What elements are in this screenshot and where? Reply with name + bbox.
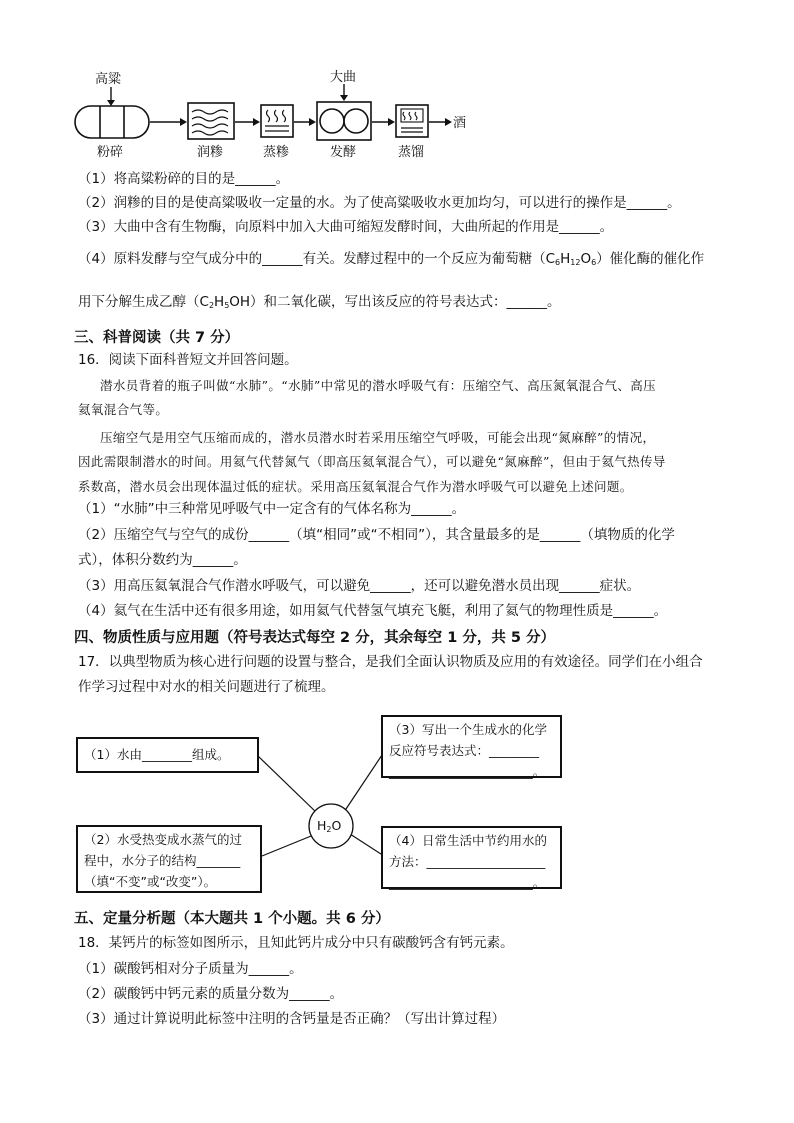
- output-label: 酒: [453, 116, 467, 131]
- step-label-crush: 粉碎: [97, 145, 124, 160]
- h2o-label: $H_2O$: [317, 818, 342, 834]
- step-label-soak: 润糁: [197, 145, 224, 160]
- mindmap-box-3: （3）写出一个生成水的化学 反应符号表达式：________ _______________________。: [381, 715, 562, 778]
- additive-label: 大曲: [330, 70, 357, 85]
- section4-heading: 四、物质性质与应用题（符号表达式每空 2 分，其余每空 1 分，共 5 分）: [74, 630, 556, 646]
- passage-p2-line1: 压缩空气是用空气压缩而成的，潜水员潜水时若采用压缩空气呼吸，可能会出现“氮麻醉”的情况，: [100, 430, 656, 445]
- q15-sub2: （2）润糁的目的是使高粱吸收一定量的水。为了使高粱吸收水更加均匀，可以进行的操作是______。: [78, 195, 681, 211]
- q18-sub3: （3）通过计算说明此标签中注明的含钙量是否正确？（写出计算过程）: [78, 1011, 506, 1027]
- q16-intro: 16．阅读下面科普短文并回答问题。: [78, 352, 298, 368]
- crusher-shape: [75, 106, 149, 138]
- q15-sub4-line2: 用下分解生成乙醇$(C_2H_5OH)$和二氧化碳，写出该反应的符号表达式：______。: [78, 294, 561, 310]
- step-label-ferment: 发酵: [330, 145, 357, 160]
- q15-sub3: （3）大曲中含有生物酶，向原料中加入大曲可缩短发酵时间，大曲所起的作用是______。: [78, 219, 614, 235]
- connector-line: [344, 752, 384, 812]
- section3-heading: 三、科普阅读（共 7 分）: [74, 330, 240, 346]
- mindmap-box-2: （2）水受热变成水蒸气的过 程中，水分子的结构_______ （填“不变”或“改变”）。: [76, 825, 262, 893]
- q15-sub4-line1: （4）原料发酵与空气成分中的______有关。发酵过程中的一个反应为葡萄糖$(C_6H_{12}O_6)$催化酶的催化作: [78, 251, 705, 267]
- passage-p1-line2: 氦氧混合气等。: [78, 402, 169, 417]
- q16-sub2-line1: （2）压缩空气与空气的成份______（填“相同”或“不相同”），其含量最多的是______（填物质的化学: [78, 527, 675, 543]
- section5-heading: 五、定量分析题（本大题共 1 个小题。共 6 分）: [74, 911, 390, 927]
- step-label-steam: 蒸糁: [263, 145, 290, 160]
- mindmap-box-1: （1）水由________组成。: [76, 737, 259, 773]
- q16-sub3: （3）用高压氦氧混合气作潜水呼吸气，可以避免______，还可以避免潜水员出现______症状。: [78, 578, 641, 594]
- input-label: 高粱: [95, 72, 122, 87]
- q16-sub4: （4）氦气在生活中还有很多用途，如用氦气代替氢气填充飞艇，利用了氦气的物理性质是______。: [78, 603, 668, 619]
- step-label-distill: 蒸馏: [398, 145, 425, 160]
- connector-line: [262, 834, 316, 856]
- q16-sub1: （1）“水肺”中三种常见呼吸气中一定含有的气体名称为______。: [78, 501, 466, 517]
- q17-intro-line2: 作学习过程中对水的相关问题进行了梳理。: [78, 679, 335, 695]
- q18-sub1: （1）碳酸钙相对分子质量为______。: [78, 961, 303, 977]
- q18-intro: 18．某钙片的标签如图所示，且知此钙片成分中只有碳酸钙含有钙元素。: [78, 935, 514, 951]
- q16-sub2-line2: 式），体积分数约为______。: [78, 552, 247, 568]
- connector-line: [350, 834, 384, 856]
- q18-sub2: （2）碳酸钙中钙元素的质量分数为______。: [78, 986, 344, 1002]
- passage-p1-line1: 潜水员背着的瓶子叫做“水肺”。“水肺”中常见的潜水呼吸气有：压缩空气、高压氮氧混合气、高压: [100, 378, 657, 393]
- passage-p2-line2: 因此需限制潜水的时间。用氦气代替氮气（即高压氦氧混合气），可以避免“氮麻醉”，但由于氦气热传导: [78, 454, 666, 469]
- connector-line: [258, 756, 318, 814]
- mindmap-box-4: （4）日常生活中节约用水的 方法：___________________ _______________________。: [381, 826, 562, 889]
- passage-p2-line3: 系数高，潜水员会出现体温过低的症状。采用高压氦氧混合气作为潜水呼吸气可以避免上述问题。: [78, 479, 633, 494]
- q15-sub1: （1）将高粱粉碎的目的是______。: [78, 171, 290, 187]
- q17-intro-line1: 17．以典型物质为核心进行问题的设置与整合，是我们全面认识物质及应用的有效途径。同学们在小组合: [78, 654, 703, 670]
